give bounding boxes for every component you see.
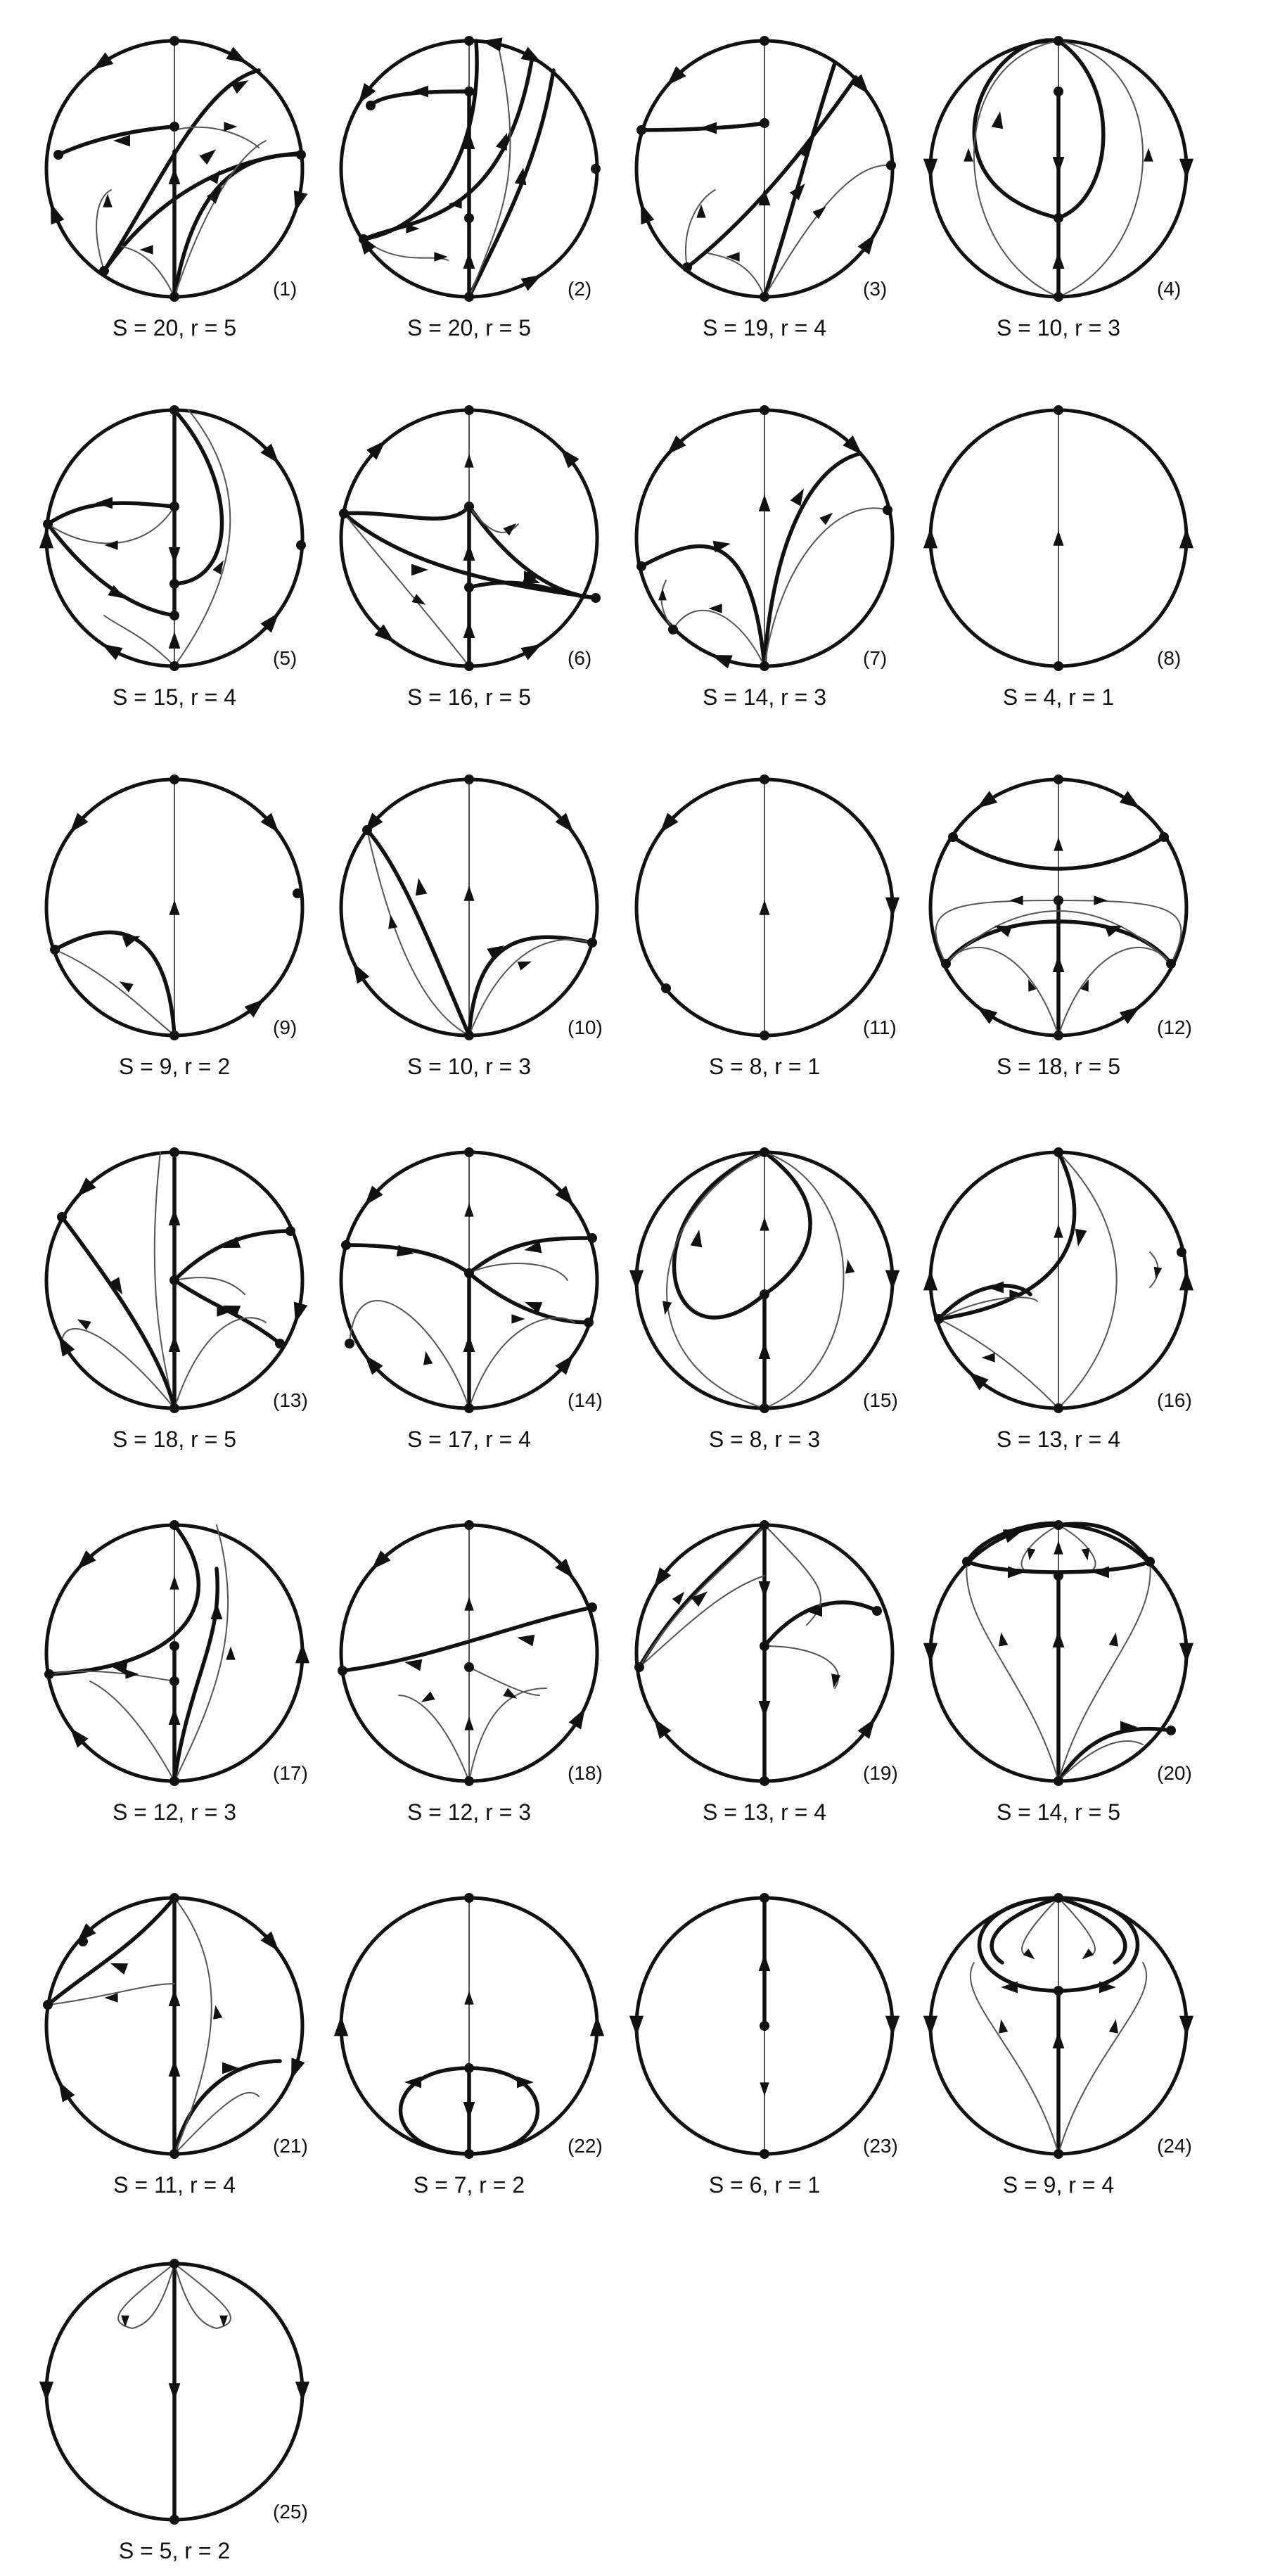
portrait-caption: S = 18, r = 5 [112, 1427, 237, 1452]
portrait-22 [334, 1893, 604, 2198]
phase-portrait-21-icon [43, 1893, 305, 2159]
phase-portrait-25-icon [39, 2259, 309, 2525]
portrait-caption: S = 9, r = 2 [118, 1054, 231, 1079]
portrait-number: (24) [1157, 2135, 1192, 2157]
portrait-7 [636, 405, 892, 710]
portrait-number: (25) [273, 2501, 308, 2523]
phase-portrait-6-icon [339, 405, 601, 671]
portrait-number: (11) [863, 1016, 897, 1038]
portrait-18 [338, 1520, 603, 1825]
portrait-14 [341, 1147, 603, 1452]
phase-portrait-23-icon [629, 1893, 900, 2159]
phase-portrait-3-icon [636, 36, 896, 302]
phase-portrait-8-icon [923, 405, 1193, 671]
portrait-number: (19) [863, 1762, 898, 1784]
portrait-6 [339, 405, 601, 710]
phase-portrait-24-icon [923, 1893, 1193, 2159]
portrait-caption: S = 6, r = 1 [708, 2172, 821, 2198]
portrait-caption: S = 18, r = 5 [996, 1054, 1121, 1079]
phase-portrait-1-icon [46, 36, 307, 302]
phase-portrait-5-icon [39, 405, 306, 671]
portrait-2 [341, 36, 601, 340]
portrait-number: (5) [273, 647, 297, 669]
portrait-number: (16) [1157, 1389, 1192, 1411]
portrait-caption: S = 7, r = 2 [413, 2172, 525, 2198]
portrait-caption: S = 20, r = 5 [407, 315, 532, 340]
phase-portrait-17-icon [44, 1520, 309, 1786]
phase-portrait-4-icon [923, 36, 1193, 302]
portrait-caption: S = 9, r = 4 [1002, 2172, 1115, 2198]
portrait-caption: S = 14, r = 3 [702, 684, 827, 710]
portrait-11 [636, 774, 900, 1079]
portrait-caption: S = 20, r = 5 [112, 315, 237, 340]
portrait-number: (18) [568, 1762, 603, 1784]
phase-portrait-13-icon [46, 1147, 307, 1413]
portrait-number: (23) [863, 2135, 898, 2157]
portrait-caption: S = 10, r = 3 [407, 1054, 532, 1079]
portrait-15 [629, 1147, 900, 1452]
phase-portrait-16-icon [923, 1147, 1193, 1413]
phase-portrait-9-icon [46, 774, 302, 1040]
portrait-number: (6) [568, 647, 592, 669]
portrait-number: (1) [273, 278, 297, 300]
portrait-caption: S = 16, r = 5 [407, 684, 532, 710]
phase-portrait-15-icon [629, 1147, 900, 1413]
portrait-9 [46, 774, 302, 1079]
phase-portrait-2-icon [341, 36, 601, 302]
phase-portrait-11-icon [636, 774, 900, 1040]
phase-portrait-12-icon [930, 774, 1186, 1040]
phase-portrait-10-icon [341, 774, 597, 1040]
portrait-17 [44, 1520, 309, 1825]
portrait-25 [39, 2259, 309, 2563]
portrait-number: (20) [1157, 1762, 1192, 1784]
portrait-caption: S = 19, r = 4 [702, 315, 827, 340]
portrait-number: (22) [568, 2135, 603, 2157]
portrait-4 [923, 36, 1193, 340]
portrait-caption: S = 17, r = 4 [407, 1427, 532, 1452]
portrait-23 [629, 1893, 900, 2198]
portrait-caption: S = 13, r = 4 [996, 1427, 1121, 1452]
portrait-number: (2) [568, 278, 592, 300]
portrait-number: (8) [1157, 647, 1182, 669]
portrait-number: (12) [1157, 1016, 1192, 1038]
portrait-24 [923, 1893, 1193, 2198]
portrait-caption: S = 12, r = 3 [407, 1799, 532, 1825]
portrait-number: (21) [273, 2135, 308, 2157]
phase-portrait-14-icon [341, 1147, 597, 1413]
portrait-5 [39, 405, 306, 710]
portrait-16 [923, 1147, 1193, 1452]
portrait-caption: S = 14, r = 5 [996, 1799, 1121, 1825]
portrait-caption: S = 13, r = 4 [702, 1799, 827, 1825]
phase-portrait-7-icon [636, 405, 892, 671]
portrait-20 [923, 1520, 1193, 1825]
portrait-number: (10) [568, 1016, 603, 1038]
portrait-number: (3) [863, 278, 888, 300]
portrait-caption: S = 5, r = 2 [118, 2538, 231, 2563]
portrait-number: (4) [1157, 278, 1182, 300]
portrait-caption: S = 11, r = 4 [113, 2172, 236, 2198]
portrait-caption: S = 10, r = 3 [996, 315, 1121, 340]
portrait-19 [634, 1520, 898, 1825]
portrait-number: (13) [273, 1389, 308, 1411]
phase-portrait-18-icon [338, 1520, 597, 1786]
portrait-number: (9) [273, 1016, 297, 1038]
portrait-number: (14) [568, 1389, 603, 1411]
phase-portrait-20-icon [923, 1520, 1193, 1786]
phase-portrait-19-icon [634, 1520, 892, 1786]
portrait-caption: S = 4, r = 1 [1002, 684, 1115, 710]
portrait-21 [43, 1893, 308, 2198]
portrait-number: (7) [863, 647, 888, 669]
portrait-caption: S = 12, r = 3 [112, 1799, 237, 1825]
portrait-number: (15) [863, 1389, 898, 1411]
portrait-caption: S = 15, r = 4 [112, 684, 237, 710]
phase-portrait-22-icon [334, 1893, 604, 2159]
portrait-13 [46, 1147, 308, 1452]
portrait-caption: S = 8, r = 3 [708, 1427, 821, 1452]
portrait-12 [930, 774, 1192, 1079]
portrait-10 [341, 774, 603, 1079]
portrait-3 [636, 36, 896, 340]
portrait-number: (17) [273, 1762, 308, 1784]
portrait-caption: S = 8, r = 1 [708, 1054, 821, 1079]
portrait-8 [923, 405, 1193, 710]
portrait-1 [46, 36, 307, 340]
